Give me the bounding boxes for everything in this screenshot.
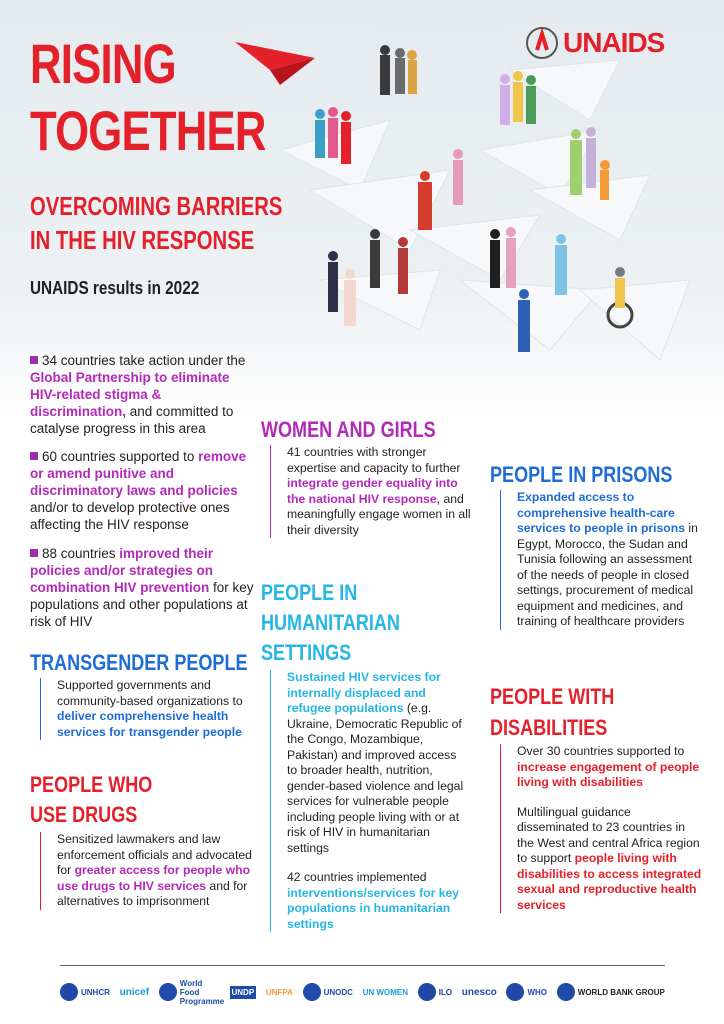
red-paper-plane <box>235 42 315 85</box>
unodc-icon <box>303 983 321 1001</box>
partner-logo <box>120 987 149 998</box>
partner-logo <box>303 983 353 1001</box>
bullet-highlight: remove or amend punitive and discriminatory laws and policies <box>30 449 247 498</box>
partner-logos <box>60 977 665 1007</box>
hero-illustration <box>220 30 720 390</box>
section-text: Multilingual guidance disseminated to 23 countries in the West and central Africa region to support <box>517 804 700 865</box>
partner-logo <box>418 983 452 1001</box>
bullet-item <box>30 352 255 437</box>
paper-plane <box>580 280 690 360</box>
unhcr-icon <box>60 983 78 1001</box>
partner-logo <box>159 978 225 1006</box>
results-label: UNAIDS results in 2022 <box>30 278 200 298</box>
ilo-icon <box>418 983 436 1001</box>
drugs-title-line-2: USE DRUGS <box>30 802 138 827</box>
bullet-square-icon <box>30 549 38 557</box>
prisons-title: PEOPLE IN PRISONS <box>490 462 673 487</box>
bullet-item <box>30 448 255 533</box>
section-text: Sensitized lawmakers and law enforcement officials and advocated for <box>57 832 252 877</box>
wfp-icon <box>159 983 177 1001</box>
prisons-body <box>500 490 702 630</box>
partner-logo <box>266 988 293 997</box>
logo-text: UNAIDS <box>563 27 665 58</box>
drugs-title-line-1: PEOPLE WHO <box>30 772 153 797</box>
unaids-logo <box>525 26 664 60</box>
who-icon <box>506 983 524 1001</box>
section-text: and meaningfully engage women in all their diversity <box>287 491 471 537</box>
section-text: Supported governments and community-based organizations to <box>57 678 243 708</box>
partner-logo <box>557 983 665 1001</box>
humanitarian-title-line-1: PEOPLE IN <box>261 580 358 605</box>
bullet-text: and/or to develop protective ones affecting the HIV response <box>30 500 230 532</box>
bullet-text: 88 countries <box>42 546 120 561</box>
partner-name: WHO <box>527 987 548 997</box>
bullet-square-icon <box>30 356 38 364</box>
bullet-text: 60 countries supported to <box>42 449 199 464</box>
section-text: (e.g. Ukraine, Democratic Republic of the Congo, Mozambique, Pakistan) and improved access to broader health, nutrition, gender-based violence and legal services for vulnerable people including people living with or at risk of HIV in humanitarian settings <box>287 701 464 855</box>
section-highlight: Sustained HIV services for internally displaced and refugee populations <box>287 670 441 715</box>
section-highlight: deliver comprehensive health services for transgender people <box>57 709 242 739</box>
title-line-1: RISING <box>30 32 176 95</box>
partner-name: unesco <box>461 986 497 998</box>
unaids-emblem-icon <box>525 26 559 60</box>
partner-logo <box>462 987 497 998</box>
section-text: and for alternatives to imprisonment <box>57 878 248 908</box>
section-highlight: greater access for people who use drugs to HIV services <box>57 863 251 893</box>
partner-name: UNHCR <box>81 987 110 997</box>
bullet-item <box>30 545 255 630</box>
disabilities-title-line-2: DISABILITIES <box>490 715 608 740</box>
partner-name: UN WOMEN <box>362 987 408 997</box>
subtitle-line-2: IN THE HIV RESPONSE <box>30 225 255 255</box>
women-title: WOMEN AND GIRLS <box>261 417 436 442</box>
humanitarian-body <box>270 670 467 932</box>
partner-name: UNFPA <box>265 987 293 997</box>
bullet-text: for key populations and other populations at risk of HIV <box>30 580 254 629</box>
footer-divider <box>60 965 665 966</box>
disabilities-body <box>500 744 702 913</box>
humanitarian-title-line-2: HUMANITARIAN <box>261 610 400 635</box>
bullet-highlight: improved their policies and/or strategies on combination HIV prevention <box>30 546 214 595</box>
world-bank-icon <box>557 983 575 1001</box>
partner-name: WORLD BANK GROUP <box>577 987 665 997</box>
partner-name: unicef <box>119 986 150 998</box>
bullet-text: 34 countries take action under the <box>42 353 246 368</box>
subtitle-line-1: OVERCOMING BARRIERS <box>30 191 283 221</box>
transgender-body <box>40 678 257 740</box>
section-highlight: increase engagement of people living with disabilities <box>517 759 700 789</box>
section-text: in Egypt, Morocco, the Sudan and Tunisia following an assessment of the needs of people in closed settings, procurement of medical equipment and medicines, and training of healthcare providers <box>517 521 698 628</box>
drugs-body <box>40 832 257 910</box>
humanitarian-title-line-3: SETTINGS <box>261 640 352 665</box>
bullet-text: and committed to catalyse progress in this area <box>30 404 234 436</box>
disabilities-title-line-1: PEOPLE WITH <box>490 684 615 709</box>
bullet-square-icon <box>30 452 38 460</box>
partner-name: UNDP <box>231 987 255 997</box>
section-highlight: interventions/services for key populations in humanitarian settings <box>287 885 460 931</box>
bullet-highlight: Global Partnership to eliminate HIV-related stigma & discrimination, <box>30 370 230 419</box>
section-highlight: Expanded access to comprehensive health-care services to people in prisons <box>517 490 685 535</box>
partner-name: UNODC <box>323 987 353 997</box>
section-text: Over 30 countries supported to <box>517 744 685 758</box>
section-highlight: integrate gender equality into the national HIV response, <box>287 476 458 506</box>
section-text: 42 countries implemented <box>287 870 427 884</box>
partner-name: World Food Programme <box>179 978 225 1006</box>
title-line-2: TOGETHER <box>30 99 266 162</box>
partner-logo <box>363 988 408 997</box>
partner-name: ILO <box>438 987 453 997</box>
section-text: 41 countries with stronger expertise and capacity to further <box>287 445 461 475</box>
partner-logo <box>506 983 547 1001</box>
partner-logo <box>230 986 257 999</box>
women-body <box>270 445 472 538</box>
section-highlight: people living with disabilities to access integrated sexual and reproductive health services <box>517 851 702 912</box>
partner-logo <box>60 983 110 1001</box>
transgender-title: TRANSGENDER PEOPLE <box>30 650 248 675</box>
